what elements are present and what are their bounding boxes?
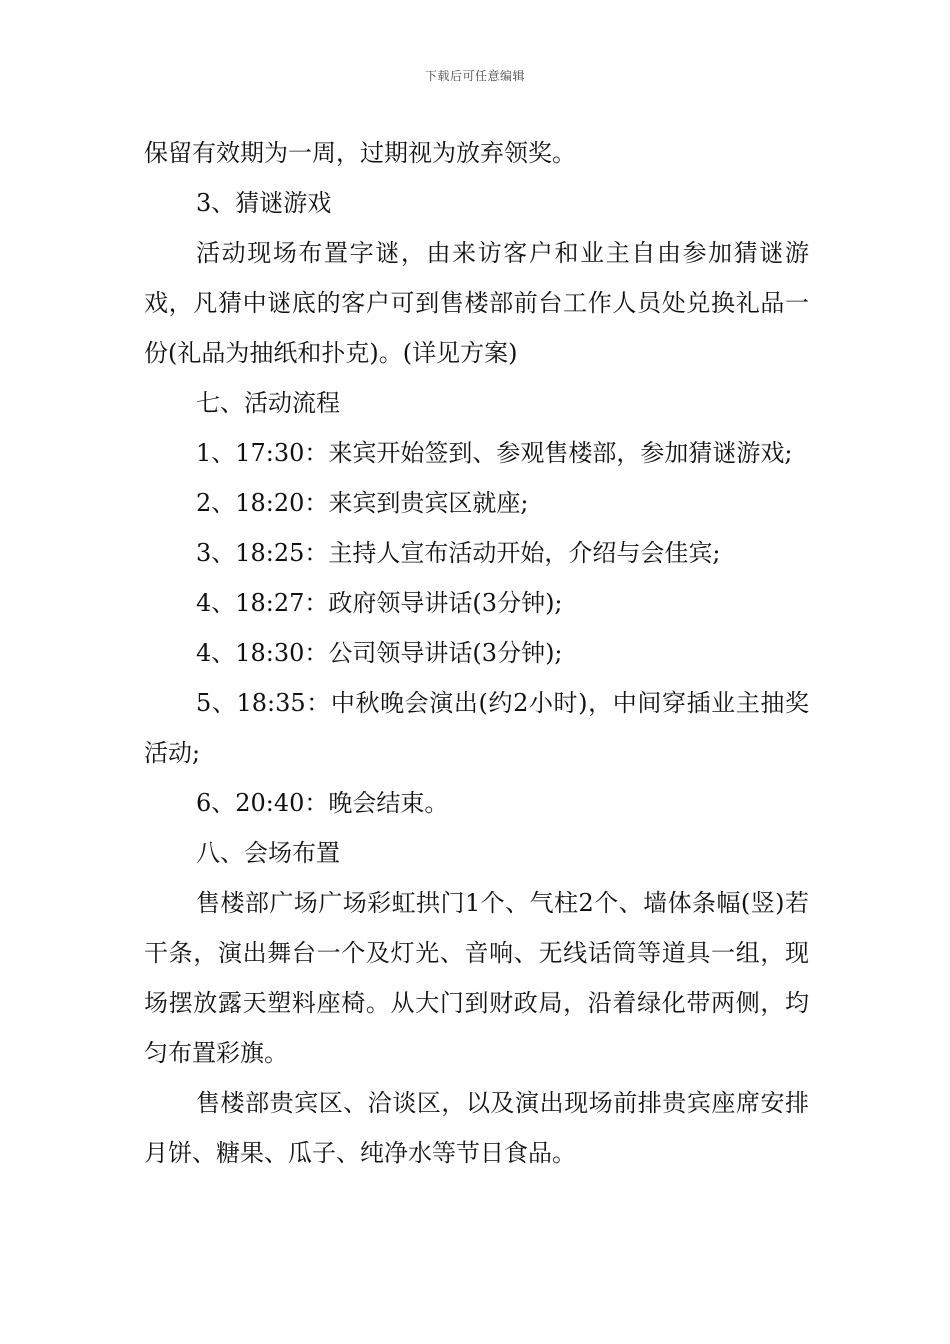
schedule-item-3: 3、18:25：主持人宣布活动开始，介绍与会佳宾; bbox=[196, 539, 721, 567]
paragraph-riddle-description: 活动现场布置字谜，由来访客户和业主自由参加猜谜游戏，凡猜中谜底的客户可到售楼部前台工作人员处兑换礼品一份(礼品为抽纸和扑克)。(详见方案) bbox=[144, 239, 809, 367]
subheading-riddle-game: 3、猜谜游戏 bbox=[196, 189, 332, 217]
paragraph-vip-refreshments: 售楼部贵宾区、洽谈区，以及演出现场前排贵宾座席安排月饼、糖果、瓜子、纯净水等节日食品。 bbox=[144, 1089, 809, 1167]
paragraph-continuation: 保留有效期为一周，过期视为放弃领奖。 bbox=[144, 139, 576, 167]
heading-venue-layout: 八、会场布置 bbox=[196, 839, 340, 867]
schedule-item-7: 6、20:40：晚会结束。 bbox=[196, 789, 449, 817]
schedule-item-2: 2、18:20：来宾到贵宾区就座; bbox=[196, 489, 529, 517]
paragraph-venue-decoration: 售楼部广场广场彩虹拱门1个、气柱2个、墙体条幅(竖)若干条，演出舞台一个及灯光、音响、无线话筒等道具一组，现场摆放露天塑料座椅。从大门到财政局，沿着绿化带两侧，均匀布置彩旗。 bbox=[144, 889, 809, 1067]
page-header: 下载后可任意编辑 bbox=[424, 69, 525, 83]
schedule-item-4: 4、18:27：政府领导讲话(3分钟); bbox=[196, 589, 563, 617]
schedule-item-1: 1、17:30：来宾开始签到、参观售楼部，参加猜谜游戏; bbox=[196, 439, 793, 467]
document-body bbox=[144, 128, 809, 1178]
heading-activity-schedule: 七、活动流程 bbox=[196, 389, 340, 417]
schedule-item-6: 5、18:35：中秋晚会演出(约2小时)，中间穿插业主抽奖活动; bbox=[144, 689, 809, 767]
schedule-item-5: 4、18:30：公司领导讲话(3分钟); bbox=[196, 639, 563, 667]
